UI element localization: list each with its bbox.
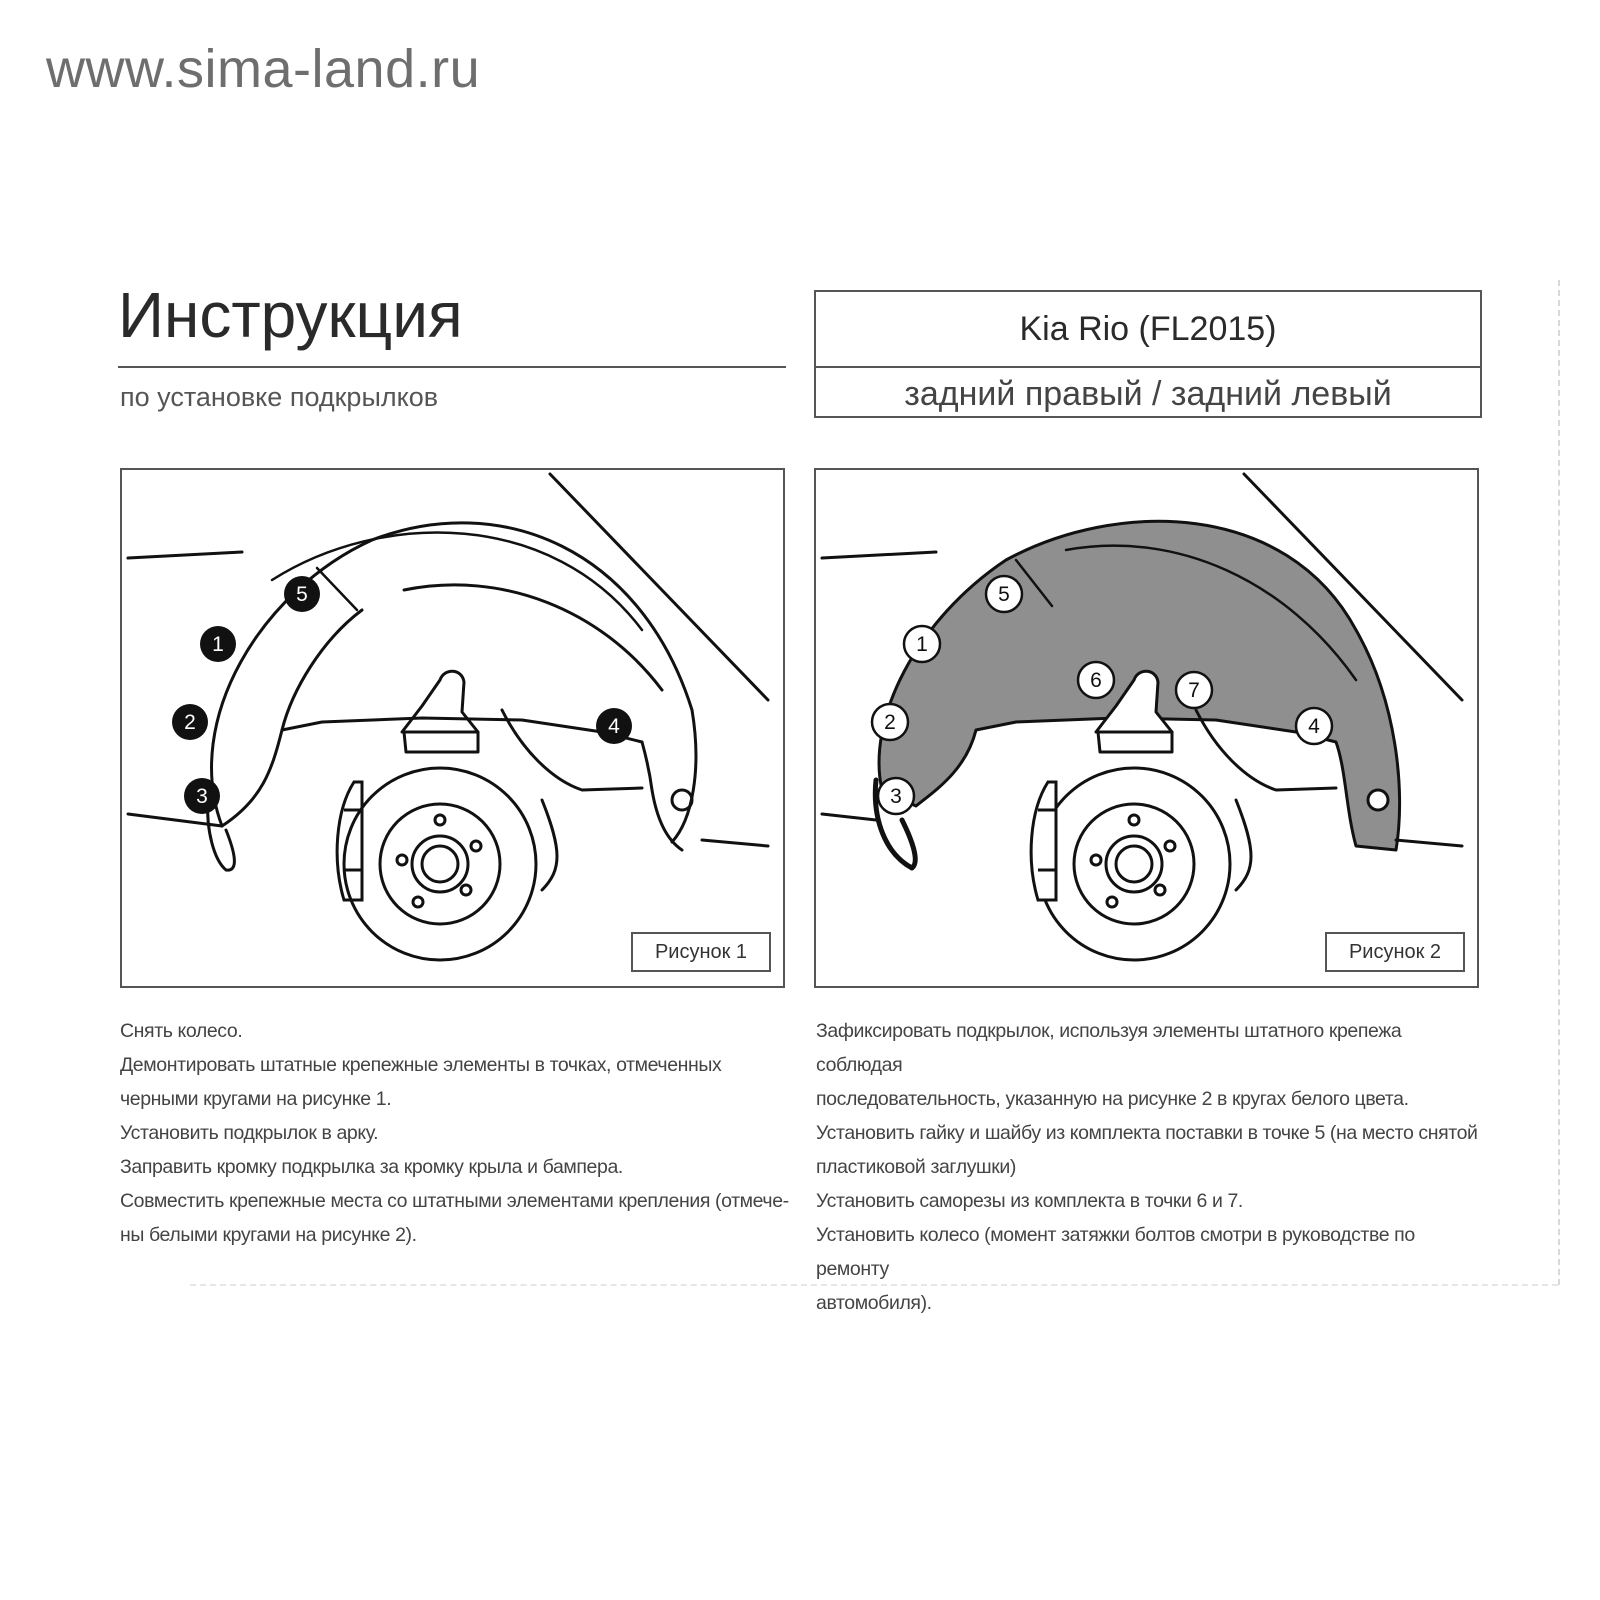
step-line: Установить саморезы из комплекта в точки 6 и 7. [816, 1190, 1243, 1212]
figure-1 [120, 468, 785, 988]
step-line: ны белыми кругами на рисунке 2). [120, 1224, 417, 1246]
step-line: Снять колесо. [120, 1020, 243, 1042]
step-line: пластиковой заглушки) [816, 1156, 1017, 1178]
svg-text:2: 2 [884, 711, 896, 734]
marker-6 [1078, 662, 1114, 698]
svg-text:7: 7 [1188, 679, 1200, 702]
svg-text:4: 4 [608, 715, 620, 738]
step-line: черными кругами на рисунке 1. [120, 1088, 392, 1110]
figure-2-drawing [816, 470, 1477, 986]
step-line: последовательность, указанную на рисунке 2 в кругах белого цвета. [816, 1088, 1409, 1110]
model-name: Kia Rio (FL2015) [816, 292, 1480, 368]
marker-7 [1176, 672, 1212, 708]
step-line: Установить колесо (момент затяжки болтов смотри в руководстве по ремонту [816, 1224, 1415, 1280]
page-title: Инструкция [118, 279, 463, 351]
page-subtitle: по установке подкрылков [120, 382, 439, 412]
figure-1-caption: Рисунок 1 [631, 932, 771, 972]
step-line: Установить гайку и шайбу из комплекта поставки в точке 5 (на место снятой [816, 1122, 1478, 1144]
svg-text:1: 1 [916, 633, 928, 656]
svg-text:4: 4 [1308, 715, 1320, 738]
model-side: задний правый / задний левый [904, 375, 1392, 413]
figure-1-drawing [122, 470, 783, 986]
step-line: Демонтировать штатные крепежные элементы в точках, отмеченных [120, 1054, 722, 1076]
svg-text:6: 6 [1090, 669, 1102, 692]
page-edge-bottom [190, 1284, 1558, 1286]
marker-2 [172, 704, 208, 740]
svg-text:5: 5 [998, 583, 1010, 606]
svg-text:1: 1 [212, 633, 224, 656]
title-divider [118, 366, 786, 368]
marker-1 [904, 626, 940, 662]
step-line: автомобиля). [816, 1292, 932, 1314]
svg-text:3: 3 [196, 785, 208, 808]
step-line: Совместить крепежные места со штатными элементами крепления (отмече- [120, 1190, 789, 1212]
step-line: Заправить кромку подкрылка за кромку крыла и бампера. [120, 1156, 623, 1178]
watermark: www.sima-land.ru [46, 39, 481, 99]
marker-2 [872, 704, 908, 740]
figure-1-markers [172, 576, 632, 814]
marker-4 [1296, 708, 1332, 744]
model-box [814, 290, 1482, 418]
instructions-left [120, 1014, 790, 1252]
marker-3 [184, 778, 220, 814]
page-edge-right [1558, 280, 1560, 1285]
marker-3 [878, 778, 914, 814]
instructions-right [816, 1014, 1486, 1320]
marker-5 [284, 576, 320, 612]
svg-text:2: 2 [184, 711, 196, 734]
step-line: Зафиксировать подкрылок, используя элементы штатного крепежа соблюдая [816, 1020, 1402, 1076]
marker-4 [596, 708, 632, 744]
step-line: Установить подкрылок в арку. [120, 1122, 379, 1144]
figure-2-caption: Рисунок 2 [1325, 932, 1465, 972]
svg-text:5: 5 [296, 583, 308, 606]
marker-5 [986, 576, 1022, 612]
marker-1 [200, 626, 236, 662]
figure-2 [814, 468, 1479, 988]
svg-text:3: 3 [890, 785, 902, 808]
